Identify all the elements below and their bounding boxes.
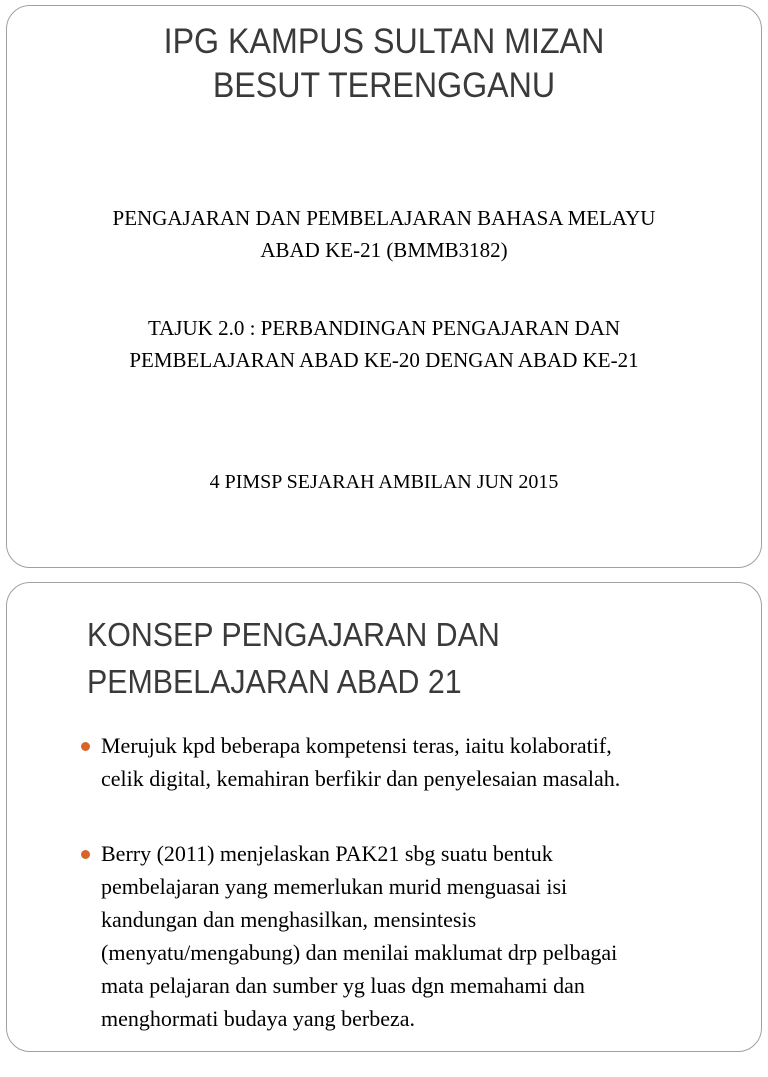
slide-2: [6, 582, 762, 1052]
bullet-line: kandungan dan menghasilkan, mensintesis: [101, 907, 477, 932]
group-text: 4 PIMSP SEJARAH AMBILAN JUN 2015: [209, 471, 559, 493]
bullet-list: [77, 729, 717, 1077]
bullet-line: Merujuk kpd beberapa kompetensi teras, iaitu kolaboratif,: [101, 733, 612, 758]
group-label: [7, 466, 761, 498]
bullet-line: (menyatu/mengabung) dan menilai maklumat drp pelbagai: [101, 940, 618, 965]
slide-1: [6, 5, 762, 568]
slide-2-title: [87, 611, 500, 705]
bullet-line: Berry (2011) menjelaskan PAK21 sbg suatu bentuk: [101, 841, 553, 866]
title-line: IPG KAMPUS SULTAN MIZAN: [163, 22, 605, 61]
topic-line: PEMBELAJARAN ABAD KE-20 DENGAN ABAD KE-21: [129, 348, 639, 372]
course-name: [7, 202, 761, 266]
bullet-dot-icon: [81, 850, 90, 859]
bullet-line: pembelajaran yang memerlukan murid menguasai isi: [101, 874, 568, 899]
course-line: ABAD KE-21 (BMMB3182): [260, 238, 508, 262]
topic-heading: [7, 312, 761, 376]
bullet-line: celik digital, kemahiran berfikir dan penyelesaian masalah.: [101, 766, 621, 791]
course-line: PENGAJARAN DAN PEMBELAJARAN BAHASA MELAYU: [112, 206, 656, 230]
bullet-item: [77, 837, 717, 1035]
slide-1-title: [37, 20, 731, 108]
title-line: BESUT TERENGGANU: [212, 66, 556, 105]
bullet-line: mata pelajaran dan sumber yg luas dgn memahami dan: [101, 973, 585, 998]
title-line: PEMBELAJARAN ABAD 21: [87, 663, 462, 700]
topic-line: TAJUK 2.0 : PERBANDINGAN PENGAJARAN DAN: [148, 316, 620, 340]
bullet-dot-icon: [81, 742, 90, 751]
bullet-line: menghormati budaya yang berbeza.: [101, 1006, 415, 1031]
title-line: KONSEP PENGAJARAN DAN: [87, 616, 500, 653]
bullet-item: [77, 729, 717, 795]
